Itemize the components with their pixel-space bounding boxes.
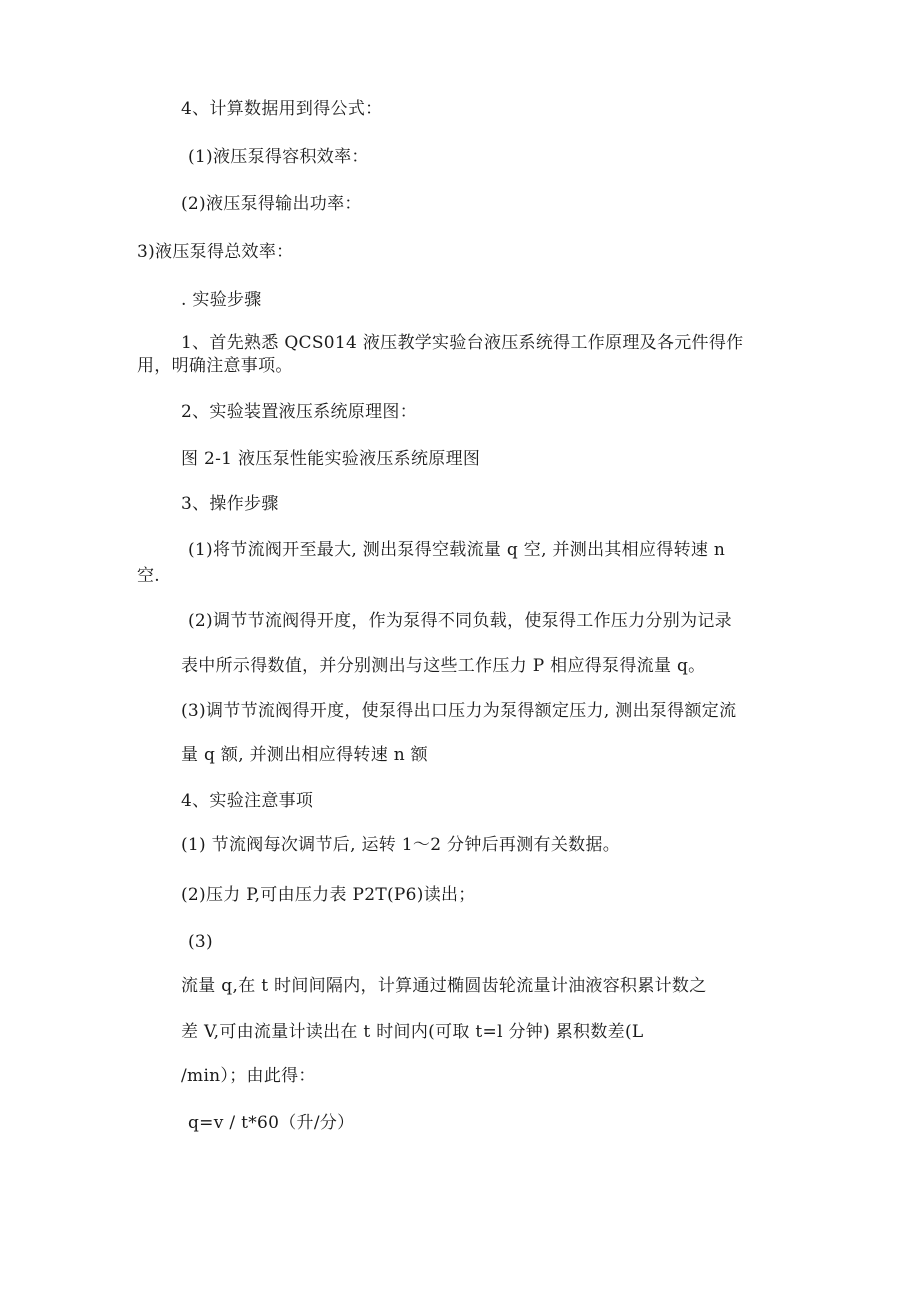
paragraph-line: (3)调节节流阀得开度，使泵得出口压力为泵得额定压力, 测出泵得额定流 (181, 701, 737, 721)
paragraph-line: 1、首先熟悉 QCS014 液压教学实验台液压系统得工作原理及各元件得作 (181, 333, 744, 353)
precaution-item: (2)压力 P,可由压力表 P2T(P6)读出； (181, 885, 476, 905)
paragraph-line: /min）；由此得： (181, 1066, 316, 1086)
paragraph-line: 用，明确注意事项。 (137, 356, 293, 376)
precaution-item-number: (3) (188, 932, 213, 952)
paragraph-line: 量 q 额, 并测出相应得转速 n 额 (181, 745, 428, 765)
flow-formula: q=v / t*60（升/分） (188, 1113, 355, 1133)
figure-caption: 图 2-1 液压泵性能实验液压系统原理图 (181, 449, 481, 469)
precaution-item: (1) 节流阀每次调节后, 运转 1～2 分钟后再测有关数据。 (181, 835, 621, 855)
paragraph-line: (2)调节节流阀得开度，作为泵得不同负载，使泵得工作压力分别为记录 (188, 611, 732, 631)
volumetric-efficiency-item: (1)液压泵得容积效率： (188, 147, 369, 167)
experiment-steps-heading: . 实验步骤 (181, 290, 262, 310)
formula-section-heading: 4、计算数据用到得公式： (181, 99, 383, 119)
paragraph-line: 表中所示得数值，并分别测出与这些工作压力 P 相应得泵得流量 q。 (181, 656, 706, 676)
paragraph-line: 差 V,可由流量计读出在 t 时间内(可取 t=l 分钟) 累积数差(L (181, 1022, 644, 1042)
paragraph-line: 空. (137, 566, 161, 586)
paragraph-line: 流量 q,在 t 时间间隔内，计算通过椭圆齿轮流量计油液容积累计数之 (181, 976, 707, 996)
total-efficiency-item: 3)液压泵得总效率： (137, 242, 294, 262)
paragraph-line: (1)将节流阀开至最大, 测出泵得空载流量 q 空, 并测出其相应得转速 n (188, 540, 726, 560)
precautions-heading: 4、实验注意事项 (181, 791, 314, 811)
operation-steps-heading: 3、操作步骤 (181, 494, 279, 514)
schematic-item: 2、实验装置液压系统原理图： (181, 402, 418, 422)
output-power-item: (2)液压泵得输出功率： (181, 194, 362, 214)
